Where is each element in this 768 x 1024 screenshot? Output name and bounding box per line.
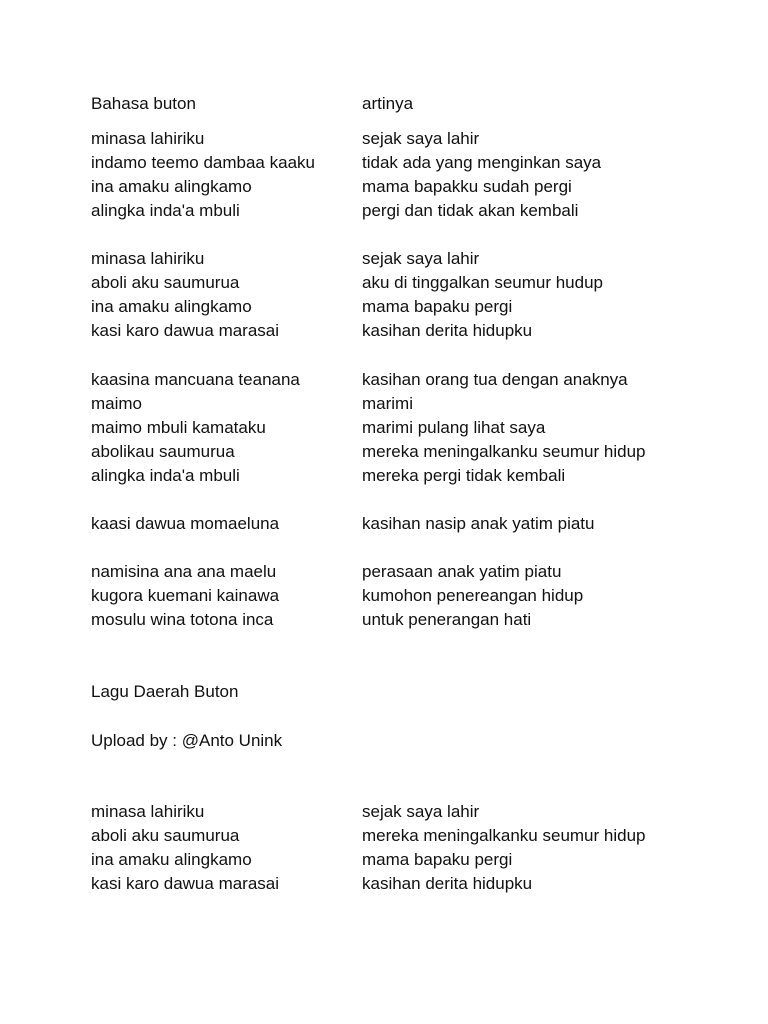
lyric-translation: mereka meningalkanku seumur hidup [362,442,646,461]
lyric-row [91,608,731,632]
upload-credit: Upload by : @Anto Unink [91,731,283,750]
column-header-left: Bahasa buton [91,94,196,113]
lyric-translation: sejak saya lahir [362,802,480,821]
lyric-row [91,872,731,896]
lyric-translation: kasihan orang tua dengan anaknya [362,370,628,389]
lyric-row [91,295,731,319]
lyric-original: kasi karo dawua marasai [91,321,280,340]
lyric-row [91,824,731,848]
lyric-original: alingka inda'a mbuli [91,201,240,220]
lyric-original: maimo mbuli kamataku [91,418,266,437]
lyric-row [91,560,731,584]
lyric-row [91,319,731,343]
lyric-original: abolikau saumurua [91,442,235,461]
lyric-translation: marimi pulang lihat saya [362,418,546,437]
lyric-translation: sejak saya lahir [362,249,480,268]
lyric-original: kasi karo dawua marasai [91,874,280,893]
lyric-translation: sejak saya lahir [362,129,480,148]
lyric-original: ina amaku alingkamo [91,297,252,316]
lyric-row [91,512,731,536]
lyric-original: aboli aku saumurua [91,826,240,845]
lyric-translation: mama bapaku pergi [362,850,513,869]
lyric-translation: tidak ada yang menginkan saya [362,153,602,172]
lyric-row [91,464,731,488]
lyric-translation: untuk penerangan hati [362,610,532,629]
lyric-original: kaasi dawua momaeluna [91,514,280,533]
lyric-original: minasa lahiriku [91,802,205,821]
lyric-original: ina amaku alingkamo [91,850,252,869]
lyric-translation: kasihan derita hidupku [362,321,533,340]
lyric-row [91,199,731,223]
lyric-translation: aku di tinggalkan seumur hudup [362,273,603,292]
lyric-original: kaasina mancuana teanana [91,370,300,389]
lyric-original: alingka inda'a mbuli [91,466,240,485]
lyric-original: ina amaku alingkamo [91,177,252,196]
lyric-row [91,848,731,872]
lyric-translation: mama bapaku pergi [362,297,513,316]
lyric-translation: marimi [362,394,413,413]
lyric-row [91,247,731,271]
lyric-translation: mama bapakku sudah pergi [362,177,572,196]
lyric-row [91,584,731,608]
lyric-row [91,440,731,464]
column-header-right: artinya [362,94,414,113]
lyric-row [91,800,731,824]
lyric-row [91,175,731,199]
lyric-original: minasa lahiriku [91,129,205,148]
lyric-translation: mereka meningalkanku seumur hidup [362,826,646,845]
lyric-translation: mereka pergi tidak kembali [362,466,566,485]
lyric-row [91,392,731,416]
lyric-row [91,271,731,295]
lyric-translation: perasaan anak yatim piatu [362,562,562,581]
lyric-original: minasa lahiriku [91,249,205,268]
lyric-translation: pergi dan tidak akan kembali [362,201,579,220]
lyric-translation: kasihan derita hidupku [362,874,533,893]
lyric-original: kugora kuemani kainawa [91,586,280,605]
lyric-row [91,368,731,392]
lyric-original: namisina ana ana maelu [91,562,277,581]
lyric-original: indamo teemo dambaa kaaku [91,153,315,172]
column-header-row [91,92,731,116]
song-title: Lagu Daerah Buton [91,682,239,701]
lyric-original: aboli aku saumurua [91,273,240,292]
lyric-row [91,151,731,175]
lyric-original: maimo [91,394,143,413]
lyric-original: mosulu wina totona inca [91,610,274,629]
lyric-row [91,416,731,440]
lyric-row [91,127,731,151]
lyric-translation: kumohon penereangan hidup [362,586,584,605]
lyric-translation: kasihan nasip anak yatim piatu [362,514,595,533]
